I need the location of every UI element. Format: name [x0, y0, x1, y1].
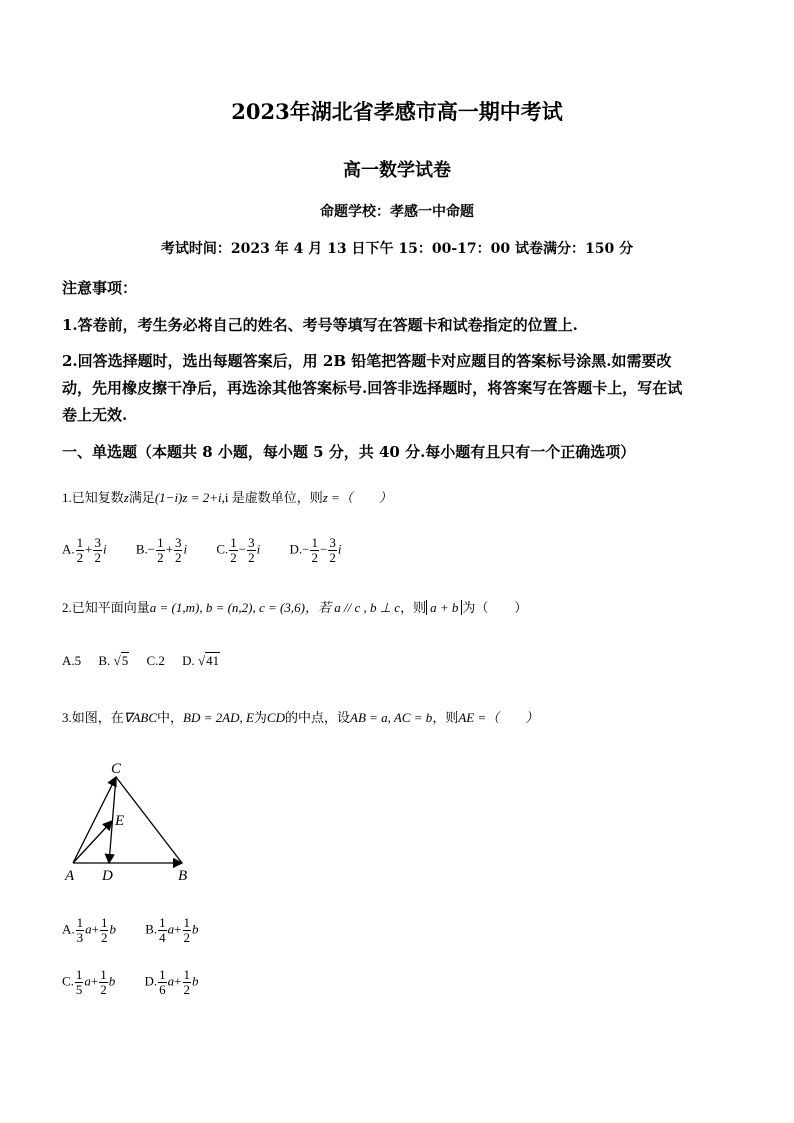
option-sign: −: [302, 541, 310, 557]
option-value: 2: [158, 653, 165, 668]
q3-mid2: 为: [253, 710, 267, 725]
q1-ask: z =（ ）: [322, 490, 392, 505]
q3-option-b[interactable]: [145, 916, 198, 945]
notes-heading: 注意事项：: [62, 279, 138, 297]
option-operator: +: [165, 541, 173, 557]
fraction: $\frac{3}{2}$: [174, 535, 182, 565]
q1-mid: 满足: [128, 490, 155, 505]
fraction: $\frac{3}{2}$: [248, 535, 255, 565]
fraction: $\frac{1}{6}$: [159, 967, 166, 997]
q1-option-d[interactable]: [289, 536, 341, 565]
notes-item-1: 1.答卷前，考生务必将自己的姓名、考号等填写在答题卡和试卷指定的位置上.: [62, 316, 578, 334]
option-label: B.: [135, 541, 148, 557]
q2-option-a[interactable]: [62, 653, 81, 669]
fraction: $\frac{3}{2}$: [329, 535, 336, 565]
question-1: [62, 487, 392, 506]
vector-ae: [73, 821, 112, 863]
q2-option-b[interactable]: B. √5: [98, 653, 129, 668]
q3-mid3: 的中点，设: [284, 710, 350, 725]
q3-options-row-1: [62, 916, 225, 945]
q3-ask-pre: ，则: [432, 710, 459, 725]
option-label: B.: [98, 653, 111, 668]
imaginary-unit: i: [183, 541, 188, 557]
option-value: 41: [206, 653, 220, 668]
label-d: D: [102, 868, 113, 884]
q1-z: z: [123, 490, 129, 505]
q2-vectors: a = (1,m), b = (n,2), c = (3,6): [149, 600, 305, 615]
notes-item-2: [62, 348, 734, 429]
fraction: $\frac{1}{3}$: [76, 915, 84, 945]
q2-option-d[interactable]: D. √41: [182, 653, 220, 668]
vector-b: b: [192, 973, 199, 989]
fraction: $\frac{1}{2}$: [183, 915, 190, 945]
q1-options: [62, 536, 367, 565]
notes-item-2-line-3: 卷上无效.: [62, 406, 128, 424]
option-operator: −: [238, 541, 247, 557]
option-label: D.: [182, 653, 195, 668]
option-label: B.: [145, 921, 158, 937]
label-c: C: [111, 761, 122, 777]
option-label: C.: [62, 973, 74, 989]
q2-ask-post: 为（ ）: [462, 600, 528, 615]
q3-condition: BD = 2AD, E: [183, 710, 254, 725]
option-operator: +: [85, 541, 93, 557]
question-3: [62, 707, 538, 726]
option-operator: −: [319, 541, 328, 557]
q2-prefix: 2.已知平面向量: [62, 600, 150, 615]
plus-sign: +: [90, 973, 99, 989]
q3-prefix: 3.如图，在: [62, 710, 124, 725]
option-label: C.: [146, 653, 159, 668]
question-2: [62, 597, 527, 616]
vector-a: a: [84, 973, 91, 989]
vector-b: b: [192, 921, 199, 937]
option-label: D.: [144, 973, 158, 989]
option-sign: −: [147, 541, 156, 557]
fraction: $\frac{1}{2}$: [100, 915, 108, 945]
fraction: $\frac{1}{5}$: [75, 967, 83, 997]
plus-sign: +: [174, 973, 182, 989]
label-b: B: [178, 868, 188, 884]
plus-sign: +: [174, 921, 182, 937]
fraction: $\frac{1}{2}$: [183, 967, 190, 997]
q2-option-c[interactable]: [146, 653, 164, 669]
fraction: $\frac{3}{2}$: [94, 535, 101, 565]
exam-subtitle: 高一数学试卷: [343, 160, 451, 181]
q1-option-b[interactable]: [136, 536, 187, 565]
imaginary-unit: i: [102, 541, 107, 557]
vector-a: a: [167, 921, 175, 937]
option-label: A.: [62, 541, 75, 557]
q2-options: [62, 653, 246, 669]
option-label: A.: [62, 653, 75, 668]
fraction: $\frac{1}{4}$: [159, 915, 166, 945]
option-value: 5: [74, 653, 82, 668]
side-cb: [116, 777, 182, 863]
q3-mid: 中，: [157, 710, 184, 725]
q3-cd: CD: [266, 710, 285, 725]
q1-prefix: 1.已知复数: [62, 490, 124, 505]
q3-set: AB = a, AC = b: [350, 710, 433, 725]
option-value: 5: [121, 653, 129, 668]
fraction: $\frac{1}{2}$: [230, 535, 237, 565]
fraction: $\frac{1}{2}$: [100, 967, 107, 997]
label-a: A: [65, 868, 75, 884]
q1-tail: ,i 是虚数单位，则: [221, 490, 323, 505]
q3-option-c[interactable]: [62, 968, 115, 997]
fraction: $\frac{1}{2}$: [311, 535, 318, 565]
q3-triangle: ∇ABC: [123, 710, 158, 725]
plus-sign: +: [91, 921, 99, 937]
q3-option-d[interactable]: [145, 968, 199, 997]
q3-options-row-2: [62, 968, 225, 997]
label-e: E: [115, 813, 125, 829]
notes-item-2-line-1: 2.回答选择题时，选出每题答案后，用 2B 铅笔把答题卡对应题目的答案标号涂黑.如需要改: [62, 352, 672, 370]
imaginary-unit: i: [256, 541, 261, 557]
q1-equation: (1−i)z = 2+i: [154, 490, 222, 505]
vector-b: b: [108, 973, 116, 989]
vector-a: a: [167, 973, 175, 989]
q1-option-c[interactable]: [216, 536, 260, 565]
q2-abs-expression: a + b: [426, 600, 462, 615]
exam-title: 2023年湖北省孝感市高一期中考试: [231, 99, 563, 124]
vector-b: b: [109, 921, 116, 937]
fraction: $\frac{1}{2}$: [76, 535, 84, 565]
q1-option-a[interactable]: [62, 536, 107, 565]
q3-option-a[interactable]: [62, 916, 116, 945]
exam-info-line: 考试时间：2023 年 4 月 13 日下午 15：00-17：00 试卷满分：150 分: [160, 241, 634, 257]
q2-condition: ，若 a // c , b ⊥ c: [304, 600, 401, 615]
imaginary-unit: i: [337, 541, 342, 557]
section-1-heading: 一、单选题（本题共 8 小题，每小题 5 分，共 40 分.每小题有且只有一个正确选项）: [62, 443, 636, 461]
q3-ask: AE =（ ）: [458, 710, 539, 725]
q2-ask-pre: ，则: [400, 600, 427, 615]
triangle-figure: [55, 755, 215, 885]
vector-a: a: [85, 921, 92, 937]
school-line: 命题学校：孝感一中命题: [320, 204, 474, 220]
option-label: D.: [289, 541, 303, 557]
option-label: C.: [216, 541, 229, 557]
fraction: $\frac{1}{2}$: [157, 535, 164, 565]
option-label: A.: [62, 921, 75, 937]
notes-item-2-line-2: 动，先用橡皮擦干净后，再选涂其他答案标号.回答非选择题时，将答案写在答题卡上，写在试: [62, 379, 683, 397]
